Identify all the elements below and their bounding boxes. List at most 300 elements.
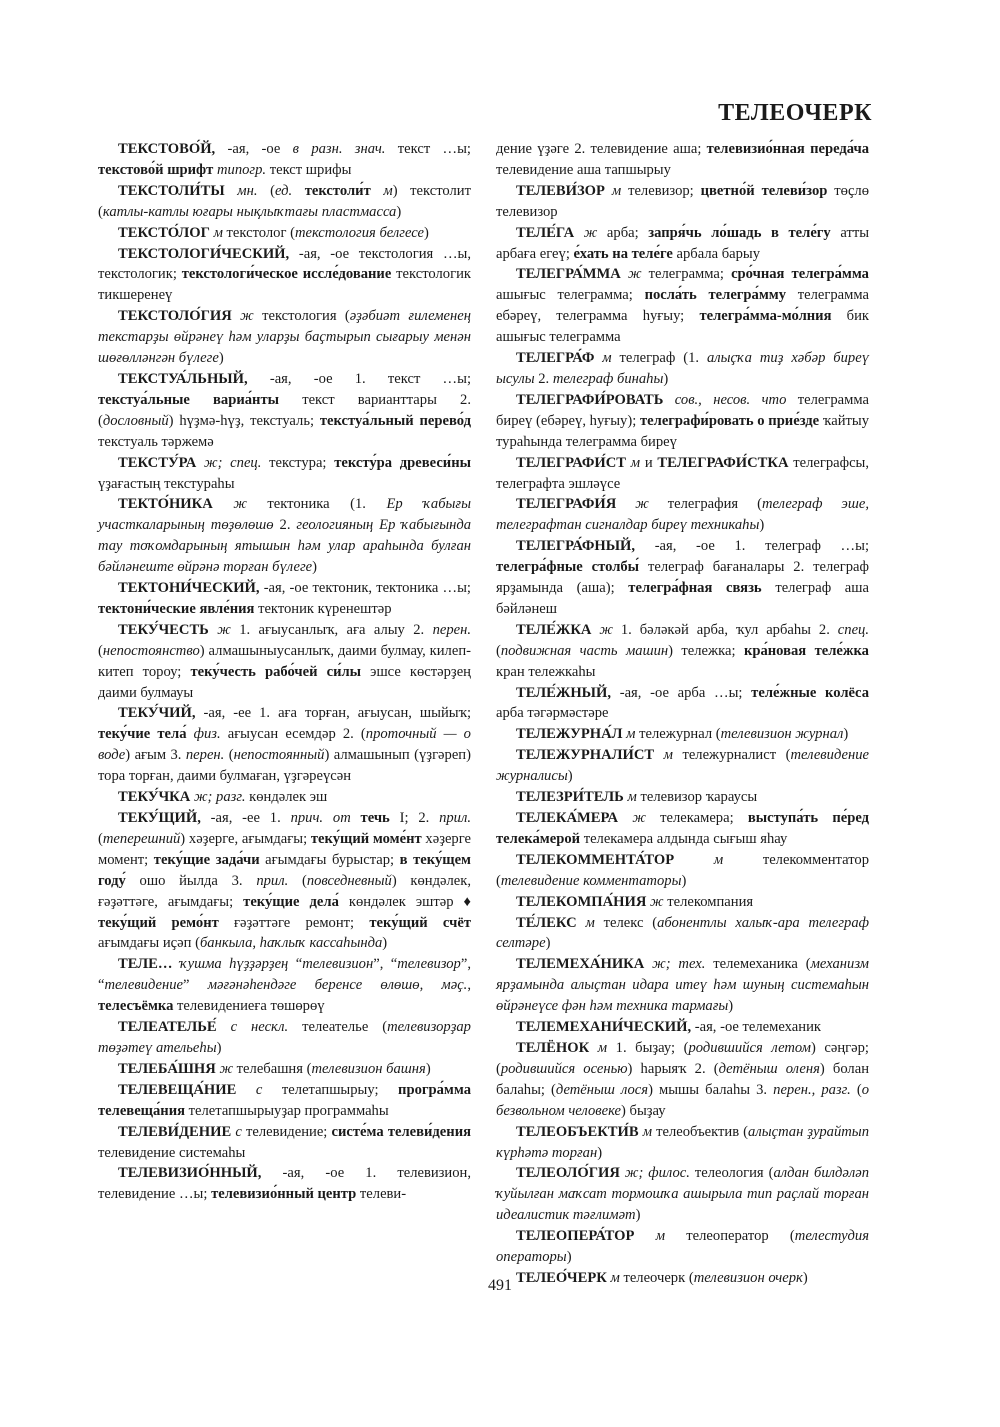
bold-term: теле́жные колёса [751,684,869,701]
entry-text: текст …ы; [385,141,471,157]
entry-text: “ [288,956,303,973]
italic-note: телеграф бинаһы [552,370,664,387]
bold-term: ТЕЛЕЖУРНА́Л [516,726,623,743]
right-column [496,139,869,1289]
entry-text: ) быҙау [621,1102,666,1119]
entry-text [351,810,361,826]
bold-term: ТЕЛЕ́ГА [516,224,575,241]
entry-text [589,1040,598,1056]
bold-term: програ́мма телевеща́ния [98,1081,471,1119]
italic-note: м [627,789,637,806]
entry-text: ашығыс телеграмма; [496,287,645,304]
entry-text: телеграф (1. [611,350,707,367]
entry-text: телеобъектив ( [652,1123,749,1140]
entry-text: ғәҙәттәге ремонт; [218,914,370,931]
italic-note: м [642,1123,653,1140]
bold-term: ТЕЛЕГРАФИ́СТКА [657,454,789,471]
italic-note: м [383,182,393,199]
entry-text [292,183,305,199]
entry-text: телевидение; [241,1123,332,1140]
entry-text: атты арбаға егеү; [496,224,869,262]
entry-text: ( [850,1081,862,1098]
italic-note: с [235,1123,242,1140]
entry-text: , [467,977,471,994]
italic-note: перен. [432,621,471,638]
italic-note: ж [240,308,254,325]
italic-note: ж [635,496,649,513]
entry-text [663,392,674,408]
entry-text: ) [424,224,429,241]
entry-text: -ая, -ое текстология …ы, текстологик; [98,245,471,283]
bold-term: ТЕЛЕВИ́ЗОР [516,182,605,199]
bold-term: ТЕКСТОВО́Й, [118,141,216,157]
entry-text [225,183,238,199]
entry-text: телеология ( [689,1165,774,1182]
entry-text: ) [425,1060,431,1077]
dictionary-entry [496,745,869,787]
italic-note: прил. [439,810,471,826]
entry-text: -ая, -ое телемеханик [691,1019,821,1036]
entry-text: телекамера; [645,810,748,826]
bold-term: сро́чная телегра́мма [731,266,869,283]
entry-text: телевидение аша тапшырыу [496,161,671,178]
italic-note: геологияның Ер ҡабығында тау тоҡомдарының ятышын һәм улар араһында булған бәйләнеште өйрәнә торған бүлеге [98,517,472,576]
entry-text: -ая, -ое [215,141,293,157]
italic-note: с [255,1081,263,1098]
bold-term: телегра́мма-мо́лния [699,308,832,325]
entry-text [217,1019,231,1035]
dictionary-entry [496,850,869,892]
entry-text: ) тележка; [668,642,744,659]
italic-note: ед. [274,182,293,199]
bold-term: посла́ть телегра́мму [644,287,787,304]
entry-text: телетапшырыуҙар программаһы [185,1102,389,1119]
entry-text: ) сәңгәр; ( [496,1039,869,1077]
bold-term: ТЕЛЕОБЪЕКТИ́В [516,1123,639,1140]
dictionary-entry [98,244,471,307]
dictionary-entry [496,181,869,223]
entry-text: телевидение системаһы [98,1144,246,1161]
entry-text: ) мышы балаһы 3. [648,1081,774,1098]
entry-text: 2. [534,370,553,387]
entry-text: телекс ( [594,914,658,931]
entry-text: ) көндәлек, ғәҙәттәге, ағымдағы; [98,872,471,910]
entry-text: телеграфия ( [648,496,762,513]
entry-text: телеграмма; [641,266,732,283]
italic-note: непостоянство [102,642,200,659]
bold-term: тексту́ра древеси́ны [334,454,472,471]
bold-term: ТЕЛЕГРАФИ́Я [516,496,617,513]
italic-note: прил. [256,872,289,889]
entry-text: телеграфсы, телеграфта эшләүсе [496,454,870,492]
dictionary-entry [98,306,471,369]
italic-note: проточный — о воде [98,726,471,764]
entry-text: телеграмма ебәреү, телеграмма һуғыу; [496,287,869,325]
entry-text [323,810,333,826]
entry-text: ) алмашыныусанлыҡ, даими булмау, килеп-китеп тороу; [98,642,471,680]
dictionary-entry [98,223,471,244]
entry-text [621,266,628,282]
entry-text [213,496,234,512]
entry-text: 1. ағыусанлыҡ, аға алыу 2. [230,621,433,638]
italic-note: типогр. [216,161,267,178]
italic-note: телевизорҙар төҙәтеү ательеһы [98,1019,471,1056]
italic-note: телевизион очерк [693,1269,803,1286]
dictionary-entry [98,494,471,578]
entry-text: ) һүҙмә-һүҙ, текстуаль; [168,412,320,429]
entry-text: ”, “ [373,956,398,973]
entry-text: ( [98,830,103,847]
bold-term: ТЕЛЕКА́МЕРА [516,810,619,826]
dictionary-entry [496,683,869,725]
entry-text: ) [663,370,669,387]
bold-term: телевизио́нный центр [211,1186,357,1203]
entry-text: ) [681,872,687,889]
italic-note: от [332,810,351,826]
entry-text: ) [218,350,224,367]
entry-text: ) [728,998,734,1015]
bold-term: ТЕКТО́НИКА [118,496,213,513]
entry-text: -ая, -ее 1. аға торған, ағыусан, шыйыҡ; [195,705,471,722]
italic-note: телевизион башня [311,1060,426,1077]
entry-text: ) хәҙерге, ағымдағы; [180,830,311,847]
italic-note: м [663,747,673,764]
entry-text: -ая, -ое 1. текст …ы; [247,370,471,387]
dictionary-entry [496,892,869,913]
italic-note: механизм ярҙамында алыҫтан идара итеү һәм шуның системаһын өйрәнеүсе фән һәм техника тармағы [496,956,869,1015]
entry-text [172,956,179,972]
italic-note: дословный [102,412,169,429]
bold-term: запря́чь ло́шадь в теле́гу [648,224,831,241]
entry-text [196,455,204,471]
entry-text: ( [98,642,103,659]
italic-note: текстология белгесе [294,224,425,241]
bold-term: течь [360,810,390,826]
italic-note: м [597,1039,608,1056]
page-number: 491 [488,1277,512,1294]
entry-text: ) [759,517,765,534]
italic-note: м [713,851,724,868]
entry-text: дение үҙәге 2. телевидение аша; [496,141,707,157]
dictionary-entry [496,1226,869,1268]
entry-text: телевизор ҡараусы [636,789,758,806]
dictionary-entry [98,1059,471,1080]
italic-note: абонентлы халыҡ-ара телеграф селтәре [496,914,869,952]
entry-text: ( [257,182,275,199]
bold-term: ТЕКСТОЛОГИ́ЧЕСКИЙ, [118,245,290,262]
italic-note: телестудия операторы [496,1228,869,1266]
dictionary-entry [98,808,471,954]
entry-text: текстолог ( [222,224,295,241]
bold-term: ТЕЛЕОПЕРА́ТОР [516,1228,635,1245]
entry-text: телеграф аша бәйләнеш [496,580,869,617]
entry-text: телеочерк ( [619,1269,694,1286]
entry-text: ( [224,747,234,764]
bold-term: ТЕКСТУ́РА [118,454,197,471]
bold-term: телегра́фная связь [628,580,762,597]
dictionary-entry [98,1017,471,1059]
dictionary-entry [496,348,869,390]
entry-text: ) [566,1249,572,1266]
entry-text: ) болан балаһы; ( [496,1060,870,1098]
italic-note: Ер ҡабығы участкаларының төҙөлөшө [98,496,471,534]
entry-text: телекомпания [663,893,754,910]
italic-note: перен., разг. [773,1081,851,1098]
bold-term: ТЕЛЁНОК [516,1039,590,1056]
italic-note: телеграф эше, телеграфтан сигналдар биреү техникаһы [496,496,869,534]
italic-note: ж [599,621,613,638]
entry-text: текстологик тикшеренеү [98,266,471,304]
entry-text: ) [635,1207,641,1224]
italic-note: алдан билдәләп ҡуйылған маҡсат тормошҡа ашырыла тип раҫлай торған идеалистик тәғлимәт [496,1165,869,1224]
italic-note: ж; спец. [204,454,262,471]
entry-text: тектоника (1. [246,496,387,513]
bold-term: ТЕЛЕВИЗИО́ННЫЙ, [118,1165,262,1182]
entry-text: ҡайтыу тураһында телеграмма биреү [496,412,870,450]
dictionary-entry [496,808,869,850]
bold-term: ТЕКСТОЛО́ГИЯ [118,308,232,325]
italic-note: катлы-катлы юғары нықлыҡтағы пластмасса [102,203,397,220]
italic-note: алыҫтан ҙурайтып күрһәтә торған [496,1123,869,1161]
bold-term: ТЕЛЕЖУРНАЛИ́СТ [516,747,655,764]
italic-note: алыҫҡа тиҙ хәбәр биреү ысулы [496,350,869,387]
dictionary-entry [496,1122,869,1164]
bold-term: теку́щие дела́ [243,893,339,910]
dictionary-entry [496,264,869,348]
bold-term: ТЕЛЕВЕЩА́НИЕ [118,1081,237,1098]
entry-text: и [640,454,658,471]
bold-term: телесъёмка [98,998,174,1015]
entry-text: тектоник күренештәр [254,600,392,617]
bold-term: ТЕ́ЛЕКС [516,914,577,931]
bold-term: ТЕЛЕВИ́ДЕНИЕ [118,1123,232,1140]
bold-term: ТЕЛЕГРА́Ф [516,350,595,367]
dictionary-entry [98,181,471,223]
italic-note: телевизион журнал [720,726,844,743]
entry-text: ағымдағы бурыстар; [259,851,400,868]
entry-text: -ая, -ое тектоник, тектоника …ы; [259,580,471,597]
dictionary-entry [496,223,869,265]
bold-term: ТЕКТОНИ́ЧЕСКИЙ, [118,580,260,597]
dictionary-entry [98,1163,471,1205]
entry-text: текстология ( [253,308,350,325]
dictionary-entry [98,139,471,181]
entry-text: текстуаль тәржемә [98,433,214,450]
italic-note: физ. [193,726,221,743]
italic-note: повседневный [306,872,392,889]
left-column [98,139,471,1205]
entry-text: ) [545,935,551,952]
bold-term: текстоли́т [304,182,371,199]
bold-term: ТЕЛЕМЕХАНИ́ЧЕСКИЙ, [516,1019,692,1036]
bold-term: тектони́ческие явле́ния [98,600,255,617]
dictionary-entry [98,703,471,787]
bold-term: телевизио́нная переда́ча [706,141,869,157]
entry-text: ( [496,642,501,659]
bold-term: ТЕКУ́ЧЕСТЬ [118,621,209,638]
italic-note: ж [219,1060,234,1077]
entry-text [236,1082,256,1098]
entry-text: телевизор; [621,182,701,199]
italic-note: телевидение [104,977,184,994]
entry-text: телеоператор ( [665,1228,795,1245]
italic-note: м [655,1228,666,1245]
italic-note: о безвольном человеке [496,1081,869,1119]
entry-text [618,810,632,826]
bold-term: текстуа́льный перево́д [319,412,471,429]
dictionary-entry [496,453,869,495]
italic-note: ҡушма һүҙҙәрҙең [179,956,289,973]
dictionary-entry [98,620,471,704]
entry-text: -ая, -ое 1. телеграф …ы; [635,538,869,555]
entry-text: -ая, -ее 1. [200,810,291,826]
entry-text: хәҙерге момент; [98,830,471,868]
italic-note: ж [583,224,598,241]
italic-note: перен. [185,747,225,764]
italic-note: ж; тех. [652,956,706,973]
entry-text: телемеханика ( [705,956,811,973]
italic-note: ж [632,810,646,826]
entry-text [371,183,384,199]
dictionary-entry [98,578,471,620]
entry-text: I; 2. [389,810,440,826]
entry-text: кран тележкаһы [496,663,596,680]
entry-text: тележурнал ( [635,726,721,743]
entry-text: ағыусан есемдәр 2. ( [220,726,366,743]
entry-text: ) [312,559,317,576]
bold-term: ТЕЛЕ́ЖНЫЙ, [516,684,611,701]
entry-text: телеграмма биреү (ебәреү, һуғыу); [496,391,870,429]
bold-term: ТЕКСТО́ЛОГ [118,224,210,241]
italic-note: родившийся осенью [500,1060,628,1077]
bold-term: ТЕКСТОЛИ́ТЫ [118,182,225,199]
entry-text: эшсе көстәрҙең даими булмауы [98,663,471,701]
bold-term: ТЕЛЕГРАФИ́СТ [516,454,626,471]
entry-text: ) текстолит ( [98,182,471,220]
bold-term: ТЕКУ́ЧИЙ, [118,705,196,722]
italic-note: ж [233,496,247,513]
dictionary-entry [496,139,869,181]
entry-text: ) [597,1144,603,1161]
bold-term: ТЕКУ́ЧКА [118,789,191,806]
entry-text [605,183,612,199]
entry-text: төҫлө телевизор [496,182,869,220]
running-head: ТЕЛЕОЧЕРК [718,100,872,126]
bold-term: е́хать на теле́ге [573,245,673,262]
entry-text: арбала барыу [672,245,761,262]
italic-note: әҙәбиәт ғилеменең текстарҙы өйрәнеү һәм уларҙы баҫтырып сығарыу менән шөғөлләнгән бүлеге [98,308,471,367]
italic-note: мәғәнәһендәге беренсе өлөшө, мәҫ. [207,977,468,994]
entry-text: текст варианттары 2. ( [98,391,471,429]
bold-term: теку́щие зада́чи [153,851,260,868]
italic-note: теперешний [102,830,181,847]
dictionary-entry [496,390,869,453]
bold-term: теку́щий счёт [369,914,471,931]
italic-note: м [630,454,641,471]
entry-text: 2. [273,517,297,534]
entry-text: телекамера алдында сығыш яһау [580,830,788,847]
bold-term: ТЕКУ́ЩИЙ, [118,810,201,826]
italic-note: телевизор [397,956,461,973]
bold-term: ТЕЛЕБА́ШНЯ [118,1060,216,1077]
bold-term: ТЕЛЕАТЕЛЬЕ́ [118,1019,217,1036]
entry-text: ) ағым 3. [125,747,186,764]
bold-term: ТЕЛЕЗРИ́ТЕЛЬ [516,789,624,806]
bold-term: ТЕЛЕ… [118,956,173,973]
bold-term: выступа́ть пе́ред телека́мерой [496,810,869,847]
entry-text [187,726,194,742]
bold-term: теку́щий ремо́нт [98,914,219,931]
entry-text: ”, “ [98,956,471,994]
bold-term: ТЕКСТУА́ЛЬНЫЙ, [118,370,248,387]
entry-text [616,496,635,512]
italic-note: м [602,350,612,367]
bold-term: ТЕЛЕОЛО́ГИЯ [516,1165,620,1182]
bold-term: текстологи́ческое иссле́дование [181,266,392,283]
entry-text: ” [183,977,208,994]
entry-text: ) [216,1039,222,1056]
entry-text: ) [567,768,573,785]
bold-term: теку́чие тела́ [98,726,187,743]
bold-term: текстуа́льные вариа́нты [98,391,280,408]
entry-text: көндәлек эштәр ♦ [338,893,471,910]
entry-text: текст шрифы [266,161,352,178]
entry-text: телетапшырыу; [262,1081,399,1098]
entry-text [644,956,652,972]
bold-term: ТЕЛЕГРА́ММА [516,266,621,283]
italic-note: подвижная часть машин [500,642,669,659]
italic-note: м [585,914,595,931]
bold-term: ТЕЛЕКОМПА́НИЯ [516,893,647,910]
italic-note: в разн. знач. [292,141,386,157]
entry-text: -ая, -ое арба …ы; [611,684,752,701]
entry-text: арба; [597,224,649,241]
dictionary-entry [496,494,869,536]
bold-term: телегра́фные столбы́ [496,559,640,576]
entry-text: ( [288,872,307,889]
entry-text: ) [843,726,849,743]
dictionary-entry [496,536,869,620]
entry-text: ) һарыяҡ 2. ( [627,1060,719,1077]
bold-term: ТЕЛЕГРА́ФНЫЙ, [516,538,636,555]
dictionary-entry [98,954,471,1017]
italic-note: телевизион [302,956,374,973]
entry-text: 1. быҙау; ( [607,1039,689,1056]
entry-text [654,747,664,763]
dictionary-entry [496,620,869,683]
entry-text [574,225,584,241]
italic-note: мн. [237,182,258,199]
italic-note: телевидение журналисы [496,747,869,785]
dictionary-entry [98,369,471,453]
bold-term: ТЕЛЕ́ЖКА [516,621,592,638]
entry-text: 1. бәләкәй арба, ҡул арбаһы 2. [612,621,838,638]
entry-text [209,622,217,638]
dictionary-entry [496,1038,869,1122]
entry-text: көндәлек эш [245,789,328,806]
entry-text: ағымдағы иҫәп ( [98,935,200,952]
italic-note: детёныш оленя [718,1060,820,1077]
dictionary-entry [496,954,869,1017]
entry-text: ) алмашынып (үҙгәреп) тора торған, даими булмаған, үҙгәреүсән [98,747,471,785]
entry-text: телеателье ( [288,1019,388,1036]
dictionary-entry [98,1080,471,1122]
entry-text [232,308,240,324]
bold-term: цветно́й телеви́зор [700,182,828,199]
dictionary-entry [496,913,869,955]
entry-text [634,1228,655,1244]
entry-text: телекомментатор ( [496,851,869,889]
